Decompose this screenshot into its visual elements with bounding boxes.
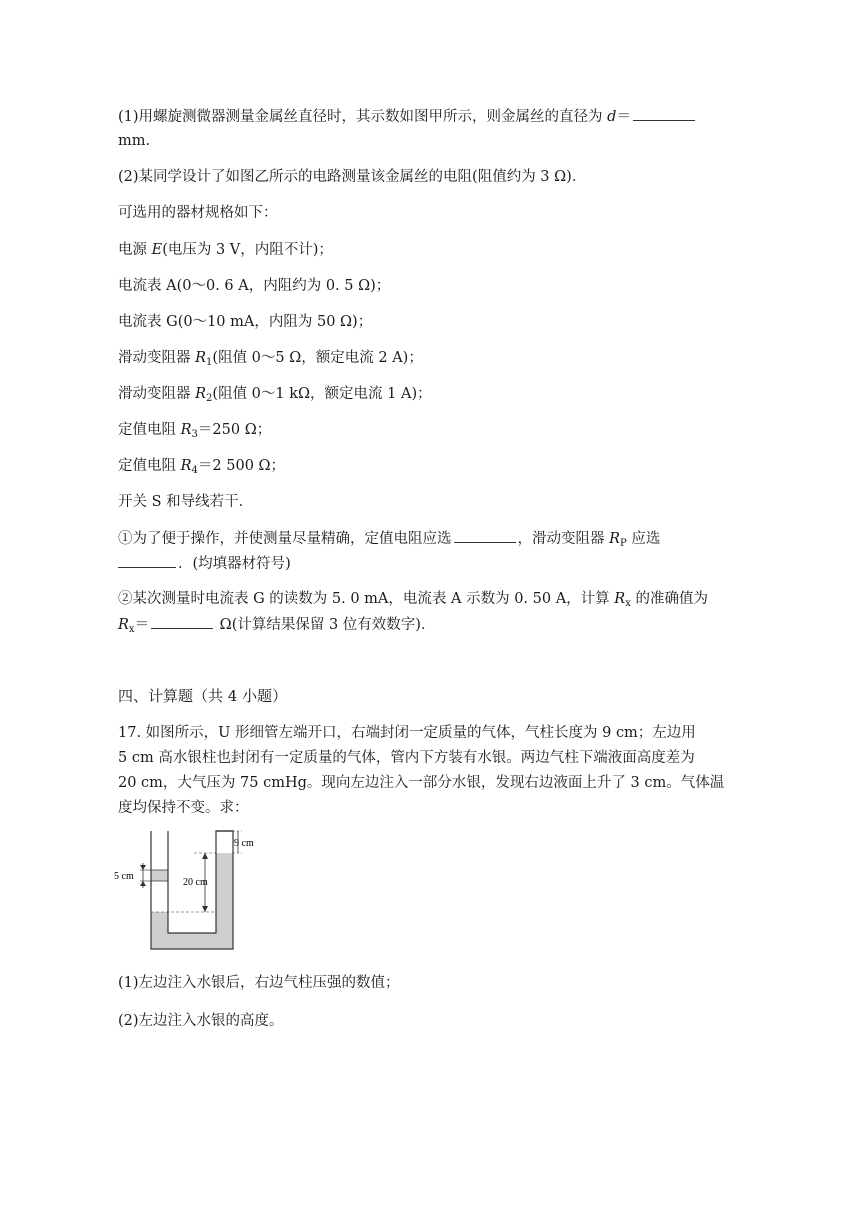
equipment-ammeter: 电流表 A(0～0. 6 A，内阻约为 0. 5 Ω)； <box>118 278 391 294</box>
equipment-power-source <box>118 240 333 260</box>
equals-sign-2: ＝ <box>134 617 150 633</box>
q17-line4: 度均保持不变。求： <box>118 800 249 816</box>
r3-label: 定值电阻 <box>118 422 181 438</box>
var-rp: R <box>609 531 621 547</box>
r1-label: 滑动变阻器 <box>118 350 196 366</box>
mercury-right <box>216 853 233 949</box>
q16-part1-unit: mm. <box>118 133 151 149</box>
rx-subscript-2: x <box>128 624 135 635</box>
answer-blank-diameter[interactable] <box>633 106 695 121</box>
equipment-intro: 可选用的器材规格如下： <box>118 205 278 221</box>
var-r4: R <box>180 458 192 474</box>
subq1-post: 应选 <box>626 531 661 547</box>
r4-label: 定值电阻 <box>118 458 181 474</box>
r1-spec: (阻值 0～5 Ω，额定电流 2 A)； <box>212 350 423 366</box>
q16-part1-text: (1)用螺旋测微器测量金属丝直径时，其示数如图甲所示，则金属丝的直径为 <box>118 109 608 125</box>
r4-spec: ＝2 500 Ω； <box>197 458 286 474</box>
q17-line3: 20 cm，大气压为 75 cmHg。现向左边注入一部分水银，发现右边液面上升了 3 cm。气体温 <box>118 775 725 791</box>
rx-subscript: x <box>625 598 631 609</box>
subq2-line2 <box>118 614 435 640</box>
q17-sub1: (1)左边注入水银后，右边气柱压强的数值； <box>118 975 400 991</box>
var-rx-2: R <box>118 617 129 633</box>
q17-sub2: (2)左边注入水银的高度。 <box>118 1013 284 1029</box>
q16-part2: (2)某同学设计了如图乙所示的电路测量该金属丝的电阻(阻值约为 3 Ω)． <box>118 169 587 185</box>
label-20cm: 20 cm <box>183 877 208 888</box>
equipment-r3 <box>118 420 271 445</box>
answer-blank-rx[interactable] <box>151 614 213 629</box>
rp-subscript: P <box>620 538 627 549</box>
var-r2: R <box>195 386 207 402</box>
equals-sign: ＝ <box>616 109 631 125</box>
answer-blank-rheostat[interactable] <box>118 553 176 568</box>
r3-subscript: 3 <box>191 429 198 440</box>
r2-label: 滑动变阻器 <box>118 386 196 402</box>
subq2-end: Ω(计算结果保留 3 位有效数字)． <box>215 617 436 633</box>
power-source-spec: (电压为 3 V，内阻不计)； <box>162 242 333 258</box>
subq1-line1 <box>118 528 660 554</box>
subq2-line1 <box>118 589 708 614</box>
q16-part1 <box>118 106 697 127</box>
subq1-end: ．(均填器材符号) <box>178 556 291 572</box>
answer-blank-resistor[interactable] <box>454 528 516 543</box>
equipment-galvanometer: 电流表 G(0～10 mA，内阻为 50 Ω)； <box>118 314 373 330</box>
r2-spec: (阻值 0～1 kΩ，额定电流 1 A)； <box>212 386 432 402</box>
subq1-text: ①为了便于操作，并使测量尽量精确，定值电阻应选 <box>118 531 452 547</box>
var-e: E <box>151 242 163 258</box>
power-source-label: 电源 <box>118 242 152 258</box>
u-tube-diagram <box>110 825 260 955</box>
section-heading: 四、计算题（共 4 小题） <box>118 687 288 705</box>
label-5cm: 5 cm <box>114 871 134 882</box>
subq1-mid: ，滑动变阻器 <box>517 531 610 547</box>
var-r3: R <box>180 422 192 438</box>
mercury-column-5cm <box>151 870 168 881</box>
r3-spec: ＝250 Ω； <box>197 422 272 438</box>
var-rx: R <box>614 591 626 607</box>
equipment-switch: 开关 S 和导线若干． <box>118 494 254 510</box>
subq1-line2 <box>118 553 291 574</box>
equipment-r4 <box>118 456 285 481</box>
r2-subscript: 2 <box>206 393 213 404</box>
q17-line1: 17. 如图所示，U 形细管左端开口，右端封闭一定质量的气体，气柱长度为 9 cm；左边用 <box>118 725 696 741</box>
label-9cm: 9 cm <box>234 838 254 849</box>
subq2-text: ②某次测量时电流表 G 的读数为 5. 0 mA，电流表 A 示数为 0. 50 A，计算 <box>118 591 615 607</box>
subq2-post: 的准确值为 <box>630 591 708 607</box>
var-d: d <box>607 109 617 125</box>
r1-subscript: 1 <box>206 357 213 368</box>
equipment-r2 <box>118 384 432 409</box>
equipment-r1 <box>118 348 423 373</box>
q17-line2: 5 cm 高水银柱也封闭有一定质量的气体，管内下方装有水银。两边气柱下端液面高度差为 <box>118 750 695 766</box>
r4-subscript: 4 <box>191 465 198 476</box>
var-r1: R <box>195 350 207 366</box>
